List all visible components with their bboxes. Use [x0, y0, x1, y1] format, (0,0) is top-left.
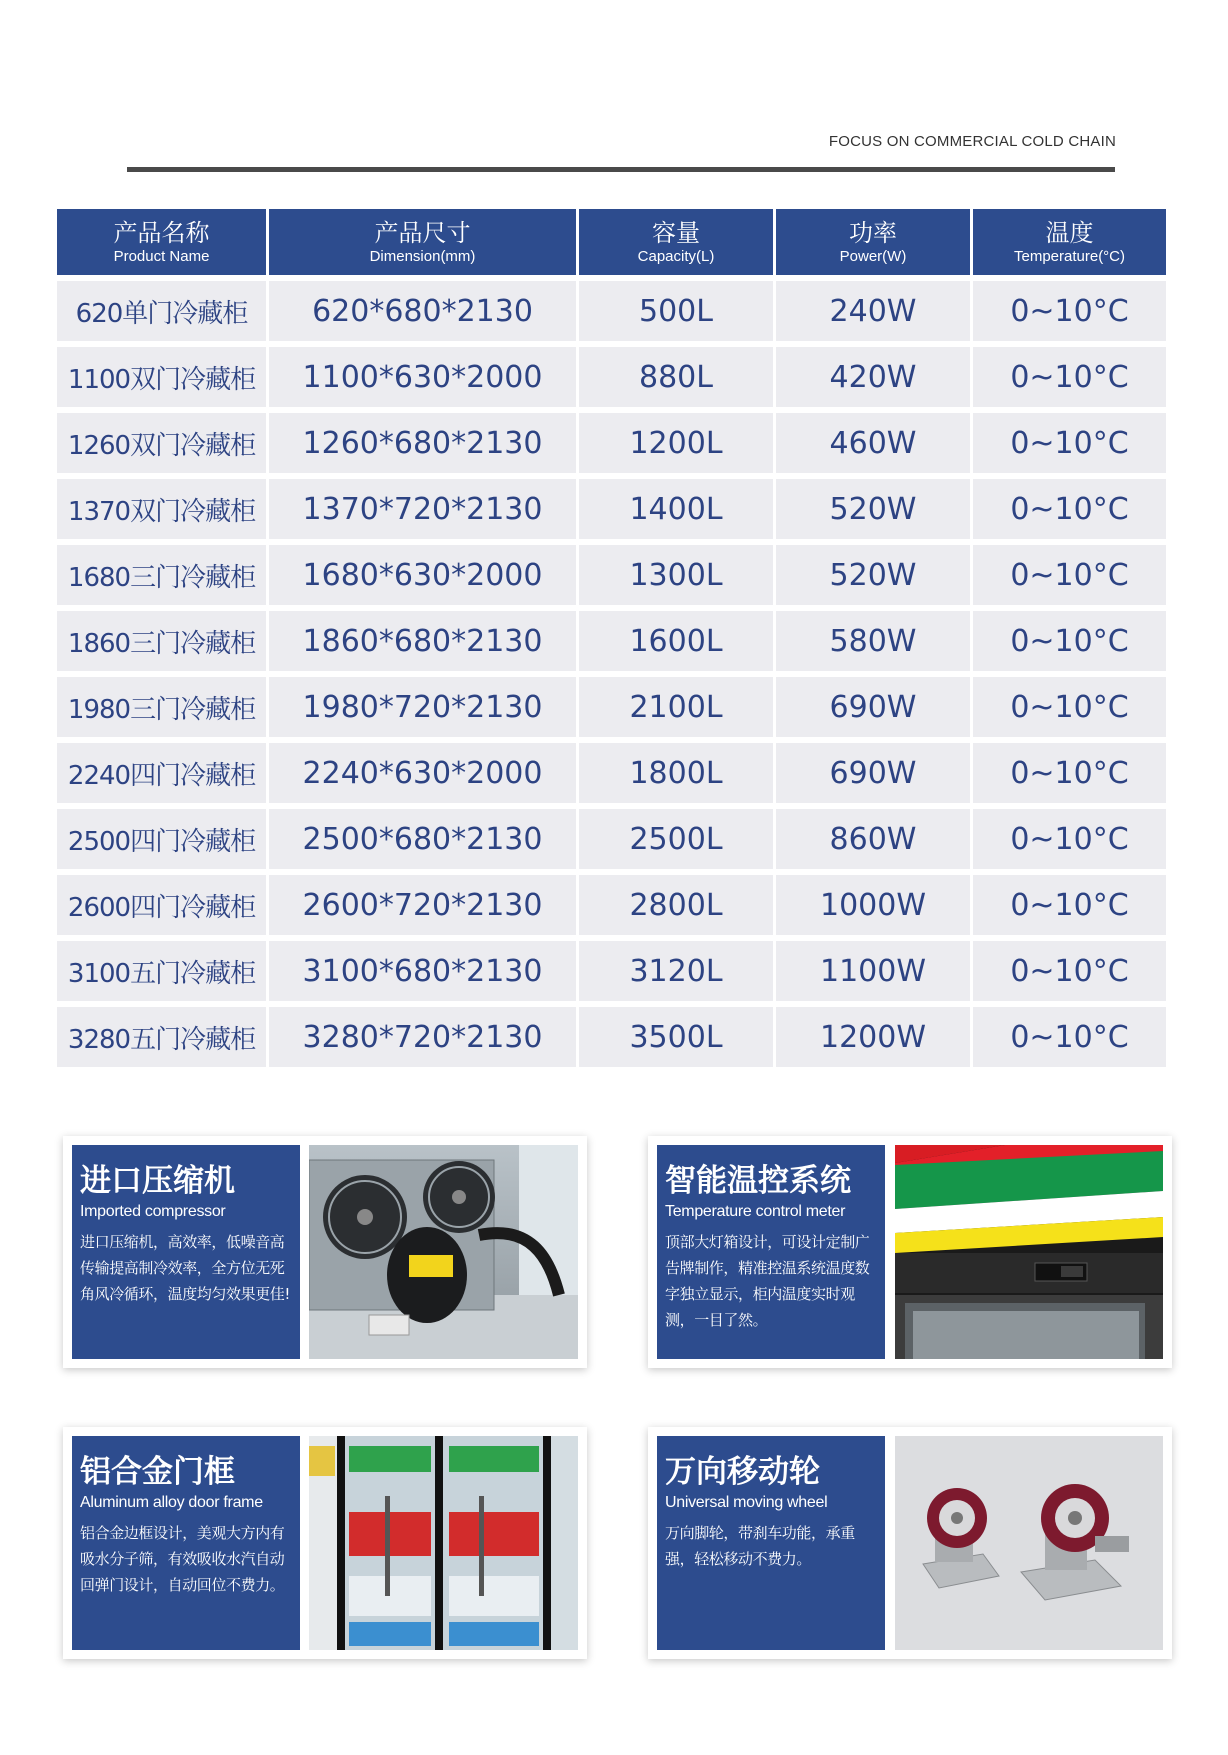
header-label-zh: 温度: [1045, 218, 1094, 247]
cell-product-name: 1860三门冷藏柜: [57, 611, 266, 671]
cell-dimension: 1860*680*2130: [269, 611, 576, 671]
cell-power: 420W: [776, 347, 970, 407]
cell-capacity: 1300L: [579, 545, 773, 605]
header-label-zh: 产品名称: [113, 218, 210, 247]
cell-temperature: 0~10°C: [973, 875, 1166, 935]
cell-power: 520W: [776, 545, 970, 605]
header-label-en: Dimension(mm): [369, 247, 476, 265]
feature-description: 顶部大灯箱设计，可设计定制广告牌制作，精准控温系统温度数字独立显示，柜内温度实时观测，一目了然。: [665, 1233, 870, 1329]
cell-dimension: 2600*720*2130: [269, 875, 576, 935]
cell-temperature: 0~10°C: [973, 611, 1166, 671]
cell-temperature: 0~10°C: [973, 413, 1166, 473]
header-label-zh: 功率: [849, 218, 897, 247]
cell-power: 690W: [776, 677, 970, 737]
feature-text-panel: [657, 1145, 885, 1359]
cell-dimension: 1680*630*2000: [269, 545, 576, 605]
cell-capacity: 2100L: [579, 677, 773, 737]
feature-text-panel: [657, 1436, 885, 1650]
cell-product-name: 2240四门冷藏柜: [57, 743, 266, 803]
cell-dimension: 3100*680*2130: [269, 941, 576, 1001]
feature-description: 万向脚轮，带刹车功能，承重强，轻松移动不费力。: [665, 1524, 855, 1568]
header-product-name: [57, 209, 266, 275]
cell-product-name: 2600四门冷藏柜: [57, 875, 266, 935]
feature-description: 铝合金边框设计，美观大方内有吸水分子筛，有效吸收水汽自动回弹门设计，自动回位不费力。: [80, 1524, 285, 1594]
feature-description: 进口压缩机，高效率，低噪音高传输提高制冷效率，全方位无死角风冷循环，温度均匀效果更佳!: [80, 1233, 291, 1303]
spec-table: [57, 209, 1166, 1067]
cell-product-name: 1260双门冷藏柜: [57, 413, 266, 473]
cell-dimension: 2240*630*2000: [269, 743, 576, 803]
cell-power: 1000W: [776, 875, 970, 935]
compressor-photo: [309, 1145, 578, 1359]
feature-subtitle: Temperature control meter: [665, 1203, 846, 1220]
cell-capacity: 1600L: [579, 611, 773, 671]
feature-title: 进口压缩机: [80, 1163, 235, 1199]
cell-capacity: 500L: [579, 281, 773, 341]
cell-product-name: 1680三门冷藏柜: [57, 545, 266, 605]
cell-dimension: 2500*680*2130: [269, 809, 576, 869]
cell-product-name: 1980三门冷藏柜: [57, 677, 266, 737]
cell-capacity: 3500L: [579, 1007, 773, 1067]
cell-capacity: 1400L: [579, 479, 773, 539]
cell-capacity: 2800L: [579, 875, 773, 935]
feature-title: 铝合金门框: [80, 1454, 235, 1490]
feature-card-caster-wheel: [648, 1427, 1172, 1659]
cell-dimension: 1260*680*2130: [269, 413, 576, 473]
cell-temperature: 0~10°C: [973, 281, 1166, 341]
header-label-en: Power(W): [839, 247, 907, 265]
cell-temperature: 0~10°C: [973, 677, 1166, 737]
cell-product-name: 3100五门冷藏柜: [57, 941, 266, 1001]
cell-product-name: 620单门冷藏柜: [57, 281, 266, 341]
cell-power: 520W: [776, 479, 970, 539]
door-frame-photo: [309, 1436, 578, 1650]
cell-power: 690W: [776, 743, 970, 803]
feature-card-temperature-control: [648, 1136, 1172, 1368]
cell-power: 1100W: [776, 941, 970, 1001]
feature-subtitle: Imported compressor: [80, 1203, 226, 1220]
cell-power: 240W: [776, 281, 970, 341]
header-label-zh: 容量: [652, 218, 700, 247]
cell-capacity: 3120L: [579, 941, 773, 1001]
cell-capacity: 1800L: [579, 743, 773, 803]
feature-subtitle: Aluminum alloy door frame: [80, 1494, 263, 1511]
cell-temperature: 0~10°C: [973, 941, 1166, 1001]
feature-subtitle: Universal moving wheel: [665, 1494, 828, 1511]
cell-dimension: 620*680*2130: [269, 281, 576, 341]
cell-temperature: 0~10°C: [973, 743, 1166, 803]
cell-dimension: 3280*720*2130: [269, 1007, 576, 1067]
cell-capacity: 1200L: [579, 413, 773, 473]
cell-product-name: 1100双门冷藏柜: [57, 347, 266, 407]
cell-temperature: 0~10°C: [973, 479, 1166, 539]
feature-text-panel: [72, 1145, 300, 1359]
cell-dimension: 1100*630*2000: [269, 347, 576, 407]
header-label-zh: 产品尺寸: [374, 218, 471, 247]
header-dimension: [269, 209, 576, 275]
cell-capacity: 2500L: [579, 809, 773, 869]
cell-temperature: 0~10°C: [973, 545, 1166, 605]
cell-dimension: 1370*720*2130: [269, 479, 576, 539]
cell-product-name: 3280五门冷藏柜: [57, 1007, 266, 1067]
header-label-en: Temperature(°C): [1013, 247, 1126, 265]
header-power: [776, 209, 970, 275]
header-label-en: Product Name: [113, 247, 210, 265]
cell-capacity: 880L: [579, 347, 773, 407]
header-capacity: [579, 209, 773, 275]
header-divider: [127, 167, 1115, 172]
header-label-en: Capacity(L): [637, 247, 715, 265]
cell-power: 580W: [776, 611, 970, 671]
feature-title: 智能温控系统: [665, 1163, 851, 1199]
cell-product-name: 2500四门冷藏柜: [57, 809, 266, 869]
cell-dimension: 1980*720*2130: [269, 677, 576, 737]
cell-temperature: 0~10°C: [973, 347, 1166, 407]
cell-power: 860W: [776, 809, 970, 869]
cell-temperature: 0~10°C: [973, 1007, 1166, 1067]
cell-power: 1200W: [776, 1007, 970, 1067]
feature-card-compressor: [63, 1136, 587, 1368]
header-temperature: [973, 209, 1166, 275]
cell-temperature: 0~10°C: [973, 809, 1166, 869]
cell-product-name: 1370双门冷藏柜: [57, 479, 266, 539]
feature-card-door-frame: [63, 1427, 587, 1659]
feature-text-panel: [72, 1436, 300, 1650]
header-tagline: FOCUS ON COMMERCIAL COLD CHAIN: [828, 133, 1116, 150]
feature-title: 万向移动轮: [665, 1454, 820, 1490]
caster-wheel-photo: [895, 1436, 1163, 1650]
temperature-controller-photo: [895, 1145, 1163, 1359]
cell-power: 460W: [776, 413, 970, 473]
